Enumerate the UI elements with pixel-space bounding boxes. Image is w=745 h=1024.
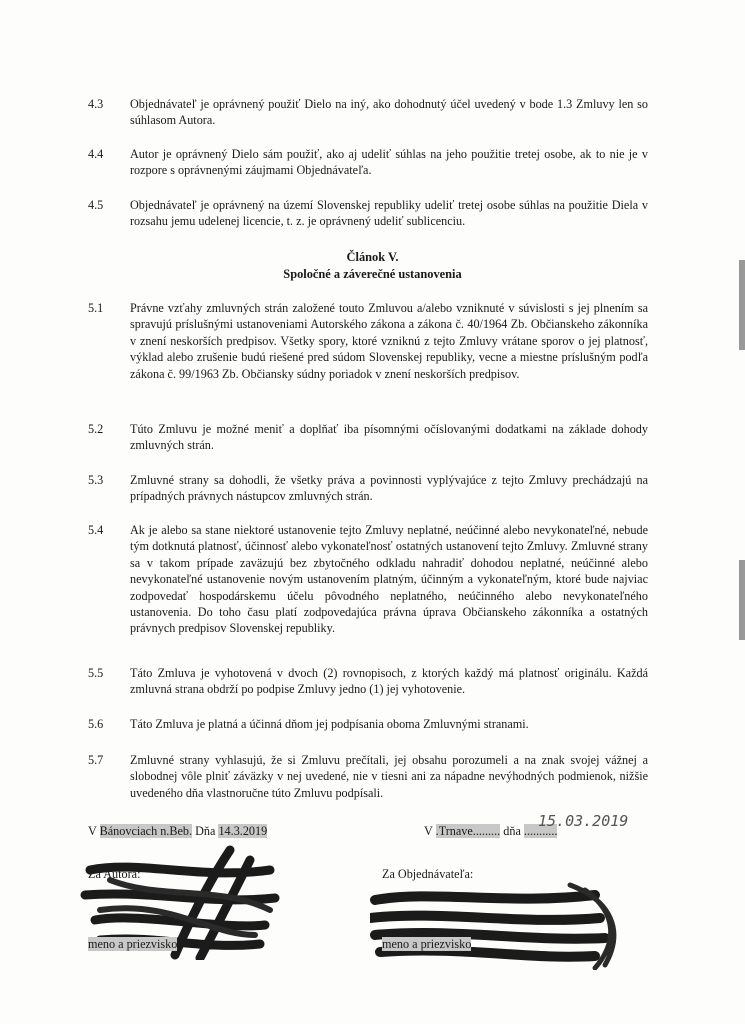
left-date: 14.3.2019 [218, 824, 268, 838]
left-date-prefix: Dňa [192, 824, 219, 838]
right-place: .Trnave......... [435, 824, 501, 838]
left-place: Bánovciach n.Beb. [99, 824, 193, 838]
article-title: Článok V. [346, 250, 399, 264]
clause-number: 5.2 [88, 422, 104, 436]
left-place-prefix: V [88, 824, 100, 838]
clause-text: Ak je alebo sa stane niektoré ustanovenie tejto Zmluvy neplatné, neúčinné alebo nevykonateľné, nebude tým dotknutá platnosť, účinnosť alebo vykonateľnosť ostatných ustanovení tejto Zmluvy. Zmluvné strany sa v takom prípade zaväzujú bez zbytočného odkladu nahradiť dohodou neplatné, neúčinné alebo nevykonateľné ustanovenie novým ustanovením platným, účinným a vykonateľným, ktoré bude najviac zodpovedať hospodárskemu účelu pôvodného neplatného, neúčinného alebo nevykonateľného ustanovenia. Do toho času platí zodpovedajúca právna úprava Občianskeho zákonníka a ostatných právnych predpisov Slovenskej republiky. [130, 523, 648, 636]
right-date-dots: ........... [523, 824, 558, 838]
clause-text: Táto Zmluva je platná a účinná dňom jej podpísania oboma Zmluvnými stranami. [130, 717, 529, 731]
clause-text: Objednávateľ je oprávnený na území Slovenskej republiky udeliť tretej osobe súhlas na použitie Diela v rozsahu jemu udelenej licencie, t. z. je oprávnený udeliť sublicenciu. [130, 198, 648, 229]
right-name-label-text: meno a priezvisko [382, 937, 472, 951]
left-role: Za Autora: [88, 867, 141, 881]
right-signature-redaction [370, 880, 630, 970]
clause-number: 5.1 [88, 301, 104, 315]
clause-number: 4.5 [88, 198, 104, 212]
clause-text: Objednávateľ je oprávnený použiť Dielo na iný, ako dohodnutý účel uvedený v bode 1.3 Zmluvy len so súhlasom Autora. [130, 97, 648, 128]
clause-number: 4.4 [88, 147, 104, 161]
clause-number: 5.5 [88, 666, 104, 680]
right-role: Za Objednávateľa: [382, 867, 474, 881]
clause-text: Právne vzťahy zmluvných strán založené touto Zmluvou a/alebo vzniknuté v súvislosti s jej plnením sa spravujú príslušnými ustanoveniami Autorského zákona a zákona č. 40/1964 Zb. Občianskeho zákonníka v znení neskorších predpisov. Všetky spory, ktoré vzniknú z tejto Zmluvy vrátane sporov o jej platnosť, výklad alebo zrušenie budú riešené pred súdom Slovenskej republiky, vecne a miestne príslušným podľa zákona č. 99/1963 Zb. Občiansky súdny poriadok v znení neskorších predpisov. [130, 301, 648, 381]
clause-text: Táto Zmluva je vyhotovená v dvoch (2) rovnopisoch, z ktorých každý má platnosť originálu. Každá zmluvná strana obdrží po podpise Zmluvy jedno (1) jej vyhotovenie. [130, 666, 648, 697]
clause-text: Túto Zmluvu je možné meniť a doplňať iba písomnými očíslovanými dodatkami na základe dohody zmluvných strán. [130, 422, 648, 453]
right-date-prefix: dňa [500, 824, 524, 838]
clause-text: Autor je oprávnený Dielo sám použiť, ako aj udeliť súhlas na jeho použitie tretej osobe, ak to nie je v rozpore s oprávnenými záujmami Objednávateľa. [130, 147, 648, 178]
clause-number: 5.7 [88, 753, 104, 767]
left-name-label-text: meno a priezvisko [88, 937, 178, 951]
clause-number: 5.4 [88, 523, 104, 537]
scan-edge-mark [739, 260, 745, 350]
clause-text: Zmluvné strany sa dohodli, že všetky práva a povinnosti vyplývajúce z tejto Zmluvy prechádzajú na prípadných právnych nástupcov zmluvných strán. [130, 473, 648, 504]
handwritten-date: 15.03.2019 [538, 812, 629, 830]
left-place-date [88, 823, 267, 839]
clause-number: 5.3 [88, 473, 104, 487]
clause-text: Zmluvné strany vyhlasujú, že si Zmluvu prečítali, jej obsahu porozumeli a na znak svojej vážnej a slobodnej vôle plniť záväzky v nej uvedené, nie v tiesni ani za nápadne nevýhodných podmienok, nižšie uvedeného dňa vlastnoručne túto Zmluvu podpísali. [130, 753, 648, 800]
clause-number: 4.3 [88, 97, 104, 111]
clause-number: 5.6 [88, 717, 104, 731]
right-name-label [382, 936, 471, 952]
right-place-prefix: V [424, 824, 436, 838]
left-name-label [88, 936, 177, 952]
scan-edge-mark [739, 560, 745, 640]
article-subtitle: Spoločné a záverečné ustanovenia [283, 267, 462, 281]
